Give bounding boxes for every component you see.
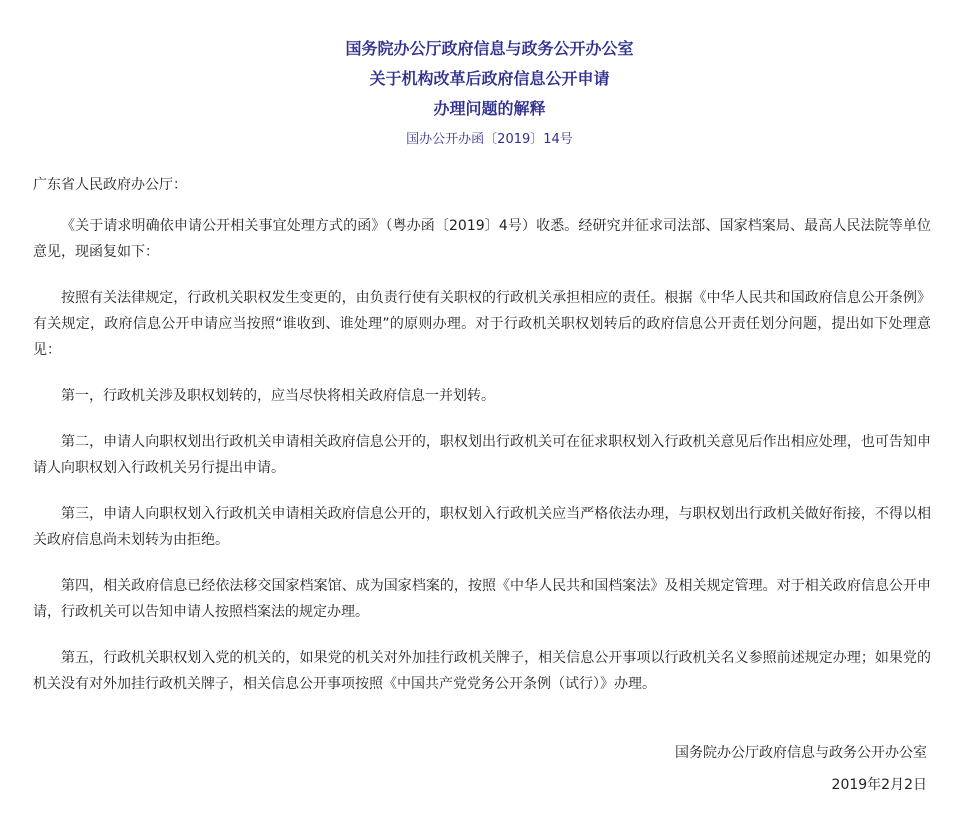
paragraph-item-1: 第一，行政机关涉及职权划转的，应当尽快将相关政府信息一并划转。	[61, 388, 495, 404]
salutation: 广东省人民政府办公厅：	[33, 177, 187, 193]
document-body	[33, 172, 931, 717]
title-line-1: 国务院办公厅政府信息与政务公开办公室	[345, 39, 634, 58]
document-number: 国办公开办函〔2019〕14号	[406, 132, 573, 147]
title-line-2: 关于机构改革后政府信息公开申请	[369, 69, 610, 88]
paragraph-item-4: 第四，相关政府信息已经依法移交国家档案馆、成为国家档案的，按照《中华人民共和国档案法》及相关规定管理。对于相关政府信息公开申请，行政机关可以告知申请人按照档案法的规定办理。	[33, 578, 931, 620]
signature-block	[675, 740, 927, 798]
signature-date: 2019年2月2日	[831, 777, 927, 793]
paragraph-item-5: 第五，行政机关职权划入党的机关的，如果党的机关对外加挂行政机关牌子，相关信息公开事项以行政机关名义参照前述规定办理；如果党的机关没有对外加挂行政机关牌子，相关信息公开事项按照《中国共产党党务公开条例（试行）》办理。	[33, 650, 931, 692]
document-header	[0, 34, 979, 152]
title-line-3: 办理问题的解释	[433, 99, 546, 118]
paragraph-intro: 《关于请求明确依申请公开相关事宜处理方式的函》（粤办函〔2019〕4号）收悉。经研究并征求司法部、国家档案局、最高人民法院等单位意见，现函复如下：	[33, 218, 931, 260]
paragraph-principle: 按照有关法律规定，行政机关职权发生变更的，由负责行使有关职权的行政机关承担相应的责任。根据《中华人民共和国政府信息公开条例》有关规定，政府信息公开申请应当按照“谁收到、谁处理”的原则办理。对于行政机关职权划转后的政府信息公开责任划分问题，提出如下处理意见：	[33, 290, 931, 358]
paragraph-item-3: 第三，申请人向职权划入行政机关申请相关政府信息公开的，职权划入行政机关应当严格依法办理，与职权划出行政机关做好衔接，不得以相关政府信息尚未划转为由拒绝。	[33, 506, 931, 548]
signature-organization: 国务院办公厅政府信息与政务公开办公室	[675, 745, 927, 761]
paragraph-item-2: 第二，申请人向职权划出行政机关申请相关政府信息公开的，职权划出行政机关可在征求职权划入行政机关意见后作出相应处理，也可告知申请人向职权划入行政机关另行提出申请。	[33, 434, 931, 476]
